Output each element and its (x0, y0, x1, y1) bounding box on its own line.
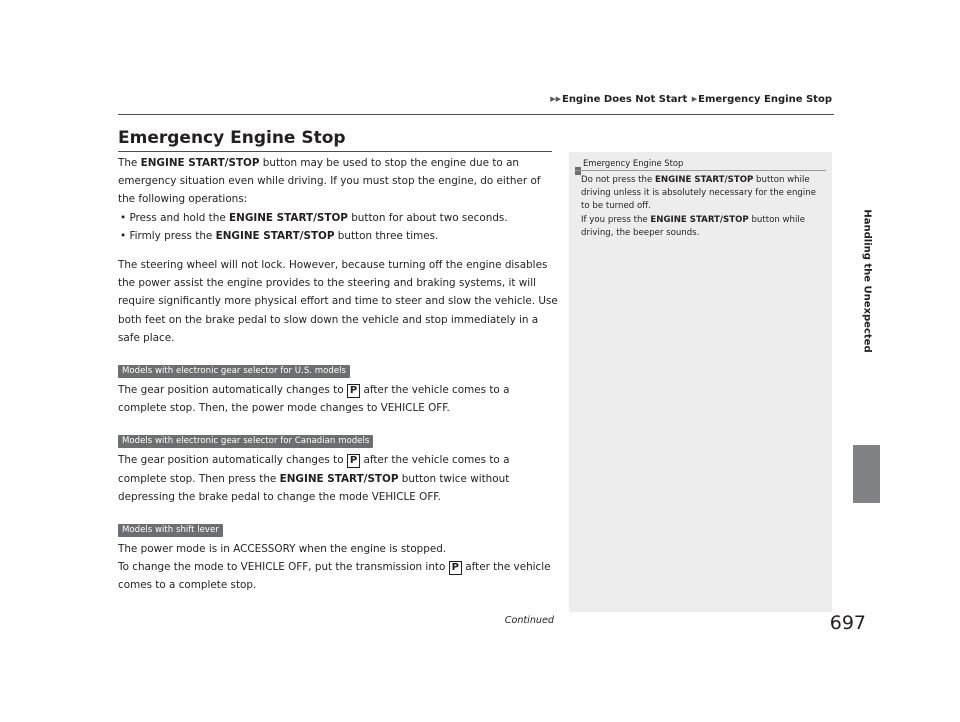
header-rule (118, 114, 834, 115)
bullet-icon: • (120, 229, 127, 242)
note-paragraph: Do not press the ENGINE START/STOP button while driving unless it is absolutely necessary for the engine to be turned off. (581, 175, 816, 212)
breadcrumb-item[interactable]: Engine Does Not Start (561, 94, 688, 105)
page-number: 697 (829, 612, 866, 634)
triangle-right-icon: ▶ (691, 95, 698, 103)
shift-paragraph-1: The power mode is in ACCESSORY when the engine is stopped. (118, 543, 447, 556)
model-tag-us: Models with electronic gear selector for U.S. models (118, 365, 350, 378)
canada-paragraph: The gear position automatically changes to P after the vehicle comes to a complete stop. Then press the ENGINE START/STOP button twice without depressing the brake pedal to change the mode VEHICLE OFF. (118, 454, 510, 503)
breadcrumb-item[interactable]: Emergency Engine Stop (698, 94, 832, 105)
model-tag-canada: Models with electronic gear selector for Canadian models (118, 435, 373, 448)
triangle-right-icon: ▶▶ (550, 95, 561, 103)
intro-paragraph: The ENGINE START/STOP button may be used to stop the engine due to an emergency situation even while driving. If you must stop the engine, do either of the following operations: (118, 157, 541, 206)
bullet-icon: • (120, 211, 127, 224)
continued-label: Continued (504, 615, 554, 626)
page-title: Emergency Engine Stop (118, 128, 346, 148)
note-heading: Emergency Engine Stop (575, 158, 683, 175)
note-paragraph: If you press the ENGINE START/STOP button while driving, the beeper sounds. (581, 214, 806, 238)
side-note-panel (569, 152, 832, 612)
p-key-icon: P (347, 384, 360, 398)
p-key-icon: P (347, 454, 360, 468)
p-key-icon: P (449, 561, 462, 575)
section-label[interactable]: Handling the Unexpected (861, 209, 873, 353)
shift-paragraph-2: To change the mode to VEHICLE OFF, put the transmission into P after the vehicle comes to a complete stop. (118, 561, 551, 592)
section-tab[interactable] (853, 445, 880, 503)
model-tag-shift: Models with shift lever (118, 524, 223, 537)
list-item: • Press and hold the ENGINE START/STOP button for about two seconds. (120, 211, 508, 224)
note-body (581, 174, 827, 240)
title-rule (118, 151, 552, 152)
breadcrumb (549, 94, 832, 105)
note-rule (575, 170, 826, 171)
us-paragraph: The gear position automatically changes to P after the vehicle comes to a complete stop. Then, the power mode changes to VEHICLE OFF. (118, 384, 510, 415)
main-content (118, 154, 558, 595)
list-item: • Firmly press the ENGINE START/STOP button three times. (120, 229, 439, 242)
steering-paragraph: The steering wheel will not lock. However, because turning off the engine disables the power assist the engine provides to the steering and braking systems, it will require significantly more physical effort and time to steer and slow the vehicle. Use both feet on the brake pedal to slow down the vehicle and stop immediately in a safe place. (118, 259, 558, 344)
